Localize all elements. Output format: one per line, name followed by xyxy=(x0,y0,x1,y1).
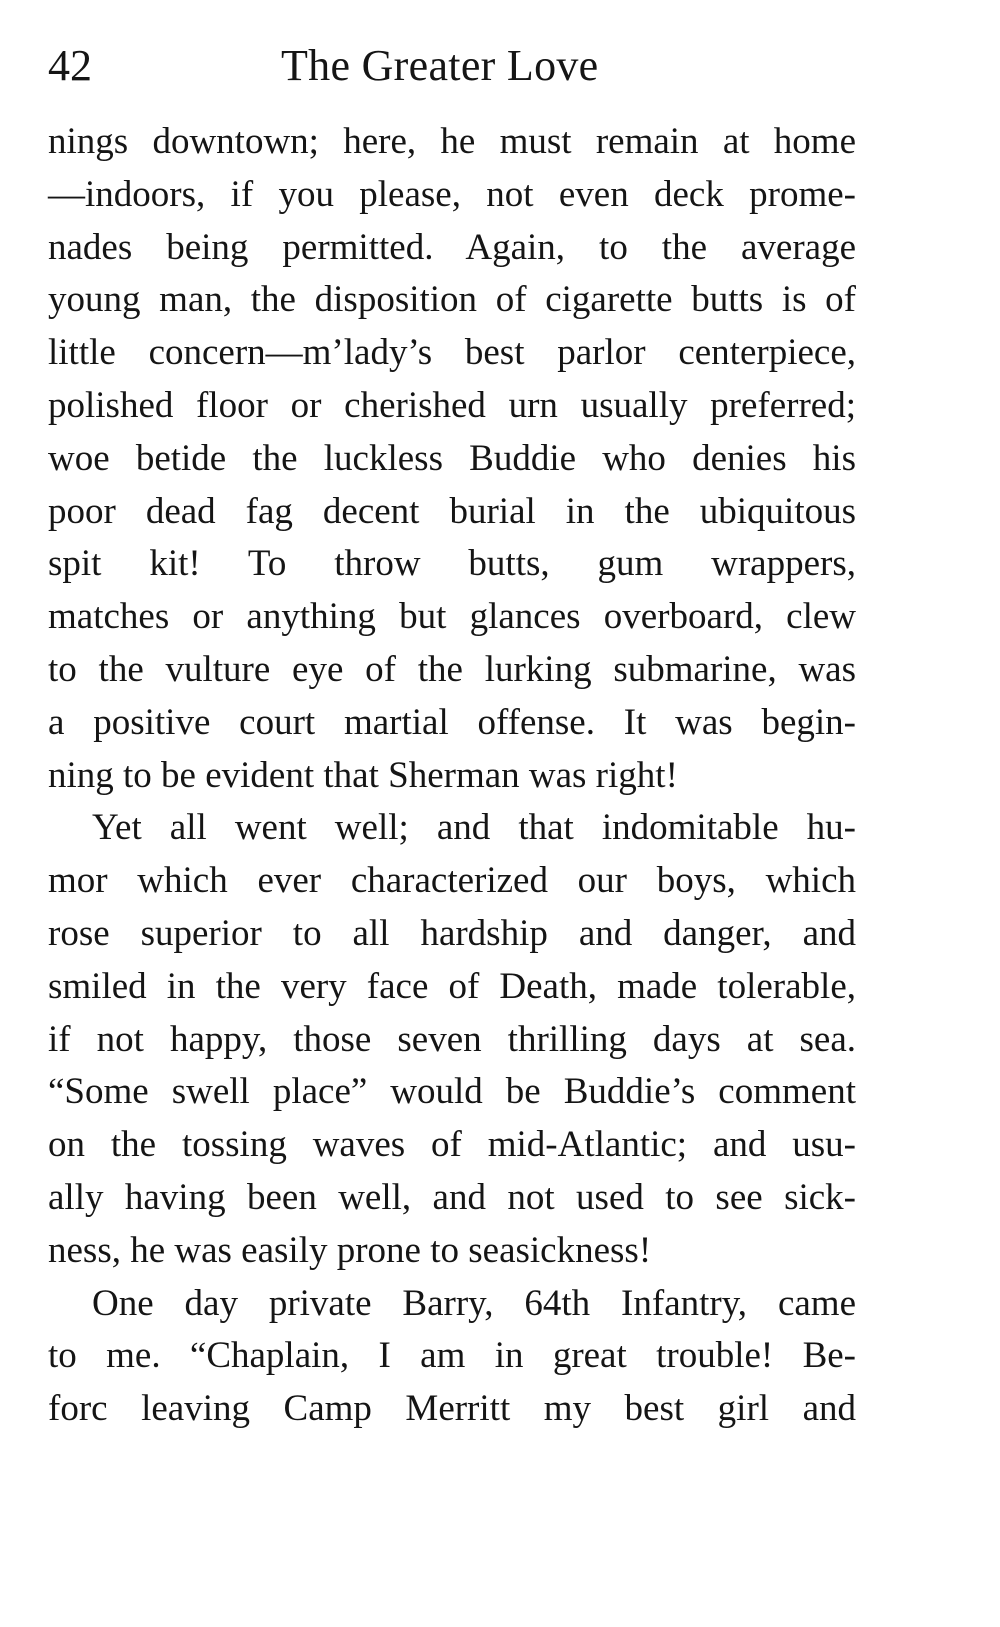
text-line: —indoors, if you please, not even deck prome- xyxy=(48,173,856,215)
text-line: spit kit! To throw butts, gum wrappers, xyxy=(48,543,856,585)
text-line: mor which ever characterized our boys, which xyxy=(48,860,856,902)
paragraph-end-line: ness, he was easily prone to seasickness! xyxy=(48,1229,652,1271)
text-line: “Some swell place” would be Buddie’s comment xyxy=(48,1071,856,1113)
text-line: ally having been well, and not used to see sick- xyxy=(48,1176,856,1218)
text-line: on the tossing waves of mid-Atlantic; and usu- xyxy=(48,1124,856,1166)
text-line: nings downtown; here, he must remain at home xyxy=(48,121,856,162)
text-line: nades being permitted. Again, to the average xyxy=(48,226,856,268)
text-line: smiled in the very face of Death, made tolerable, xyxy=(48,965,856,1007)
text-line: polished floor or cherished urn usually preferred; xyxy=(48,384,856,426)
text-line: young man, the disposition of cigarette butts is of xyxy=(48,279,856,321)
running-title: The Greater Love xyxy=(281,41,599,90)
body-text xyxy=(48,116,856,1436)
text-line: matches or anything but glances overboard, clew xyxy=(48,596,856,638)
text-line: forc leaving Camp Merritt my best girl and xyxy=(48,1388,856,1430)
text-line: to me. “Chaplain, I am in great trouble! Be- xyxy=(48,1335,856,1377)
page-number: 42 xyxy=(48,41,92,90)
text-line: if not happy, those seven thrilling days at sea. xyxy=(48,1018,856,1060)
text-line: a positive court martial offense. It was begin- xyxy=(48,701,856,743)
paragraph-start-line: One day private Barry, 64th Infantry, came xyxy=(92,1282,856,1324)
text-line: rose superior to all hardship and danger, and xyxy=(48,912,856,954)
text-line: poor dead fag decent burial in the ubiquitous xyxy=(48,490,856,532)
text-line: little concern—m’lady’s best parlor centerpiece, xyxy=(48,332,856,374)
paragraph-start-line: Yet all went well; and that indomitable hu- xyxy=(92,807,856,849)
running-head xyxy=(48,34,868,98)
text-line: to the vulture eye of the lurking submarine, was xyxy=(48,648,856,690)
paragraph-end-line: ning to be evident that Sherman was right! xyxy=(48,754,678,796)
text-line: woe betide the luckless Buddie who denies his xyxy=(48,437,856,479)
